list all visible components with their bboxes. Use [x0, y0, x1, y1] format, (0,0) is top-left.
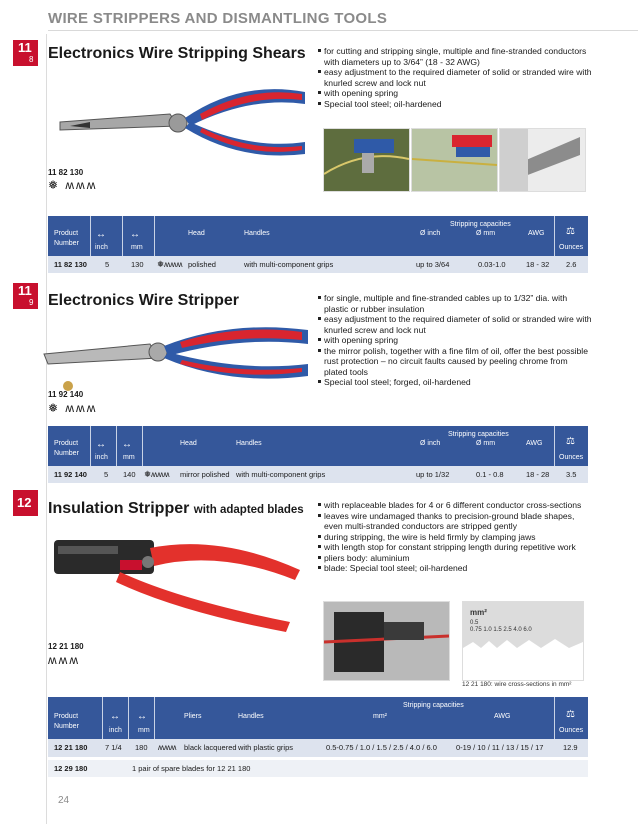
badge-number: 11 — [18, 283, 32, 298]
feature-item: leaves wire undamaged thanks to precision-ground blade shapes, even multi-stranded conductors are stripped gently — [318, 511, 593, 532]
cell-awg: 18 - 32 — [526, 260, 550, 269]
cell-handles: with plastic grips — [238, 743, 294, 752]
th-product: Product — [54, 230, 79, 237]
th-mm-dia: Ø mm — [476, 230, 496, 237]
usage-photo-3 — [499, 128, 586, 192]
cell-mm: 140 — [123, 470, 136, 479]
feature-list — [318, 500, 593, 574]
product-title — [48, 500, 304, 518]
cell-inch: 5 — [104, 470, 109, 479]
length-arrow-icon: ↔ — [96, 229, 106, 240]
cell-handles: with multi-component grips — [244, 260, 334, 269]
feature-item: with length stop for constant stripping length during repetitive work — [318, 542, 593, 553]
cell-product-number: 11 82 130 — [54, 260, 87, 269]
length-arrow-icon: ↔ — [130, 229, 140, 240]
th-mm: mm — [138, 727, 150, 734]
cell-pliers: black lacquered — [184, 743, 237, 752]
th-awg: AWG — [528, 230, 545, 237]
th-stripping-capacities: Stripping capacities — [448, 431, 509, 438]
feature-item: blade: Special tool steel; oil-hardened — [318, 563, 593, 574]
tool-symbols: ❅ ʍʍʍ — [48, 178, 98, 192]
scale-icon: ⚖ — [566, 226, 575, 237]
product-image-wire-stripper — [40, 314, 310, 392]
feature-item: easy adjustment to the required diameter of solid or stranded wire with knurled screw and lock nut — [318, 314, 593, 335]
cell-mm-dia: 0.03-1.0 — [478, 260, 506, 269]
th-stripping-capacities: Stripping capacities — [403, 702, 464, 709]
page-header-title: WIRE STRIPPERS AND DISMANTLING TOOLS — [48, 10, 388, 27]
product-image-wire-stripping-shears — [50, 70, 310, 175]
blade-closeup-photo — [462, 601, 584, 681]
th-awg: AWG — [494, 713, 511, 720]
cell-description: 1 pair of spare blades for 12 21 180 — [132, 764, 251, 773]
article-number: 11 82 130 — [48, 168, 84, 177]
feature-item: for cutting and stripping single, multiple and fine-stranded conductors with diameters up to 3/64” (18 - 32 AWG) — [318, 46, 593, 67]
length-arrow-icon: ↔ — [110, 711, 120, 722]
cell-inch-dia: up to 3/64 — [416, 260, 450, 269]
th-mm: mm — [131, 244, 143, 251]
blade-values: 0.5 0.75 1.0 1.5 2.5 4.0 6.0 — [470, 620, 532, 633]
table-row — [48, 256, 588, 273]
feature-item: easy adjustment to the required diameter of solid or stranded wire with knurled screw and lock nut — [318, 67, 593, 88]
badge-subnumber: 9 — [29, 298, 34, 307]
feature-item: Special tool steel; forged, oil-hardened — [318, 377, 593, 388]
usage-photo-insulation-stripper — [323, 601, 450, 681]
tool-symbols: ʍʍʍ — [48, 653, 80, 667]
th-handles: Handles — [236, 440, 262, 447]
header-divider — [48, 30, 638, 31]
th-mm2: mm² — [373, 713, 387, 720]
product-title-sub: with adapted blades — [193, 504, 304, 516]
product-image-insulation-stripper — [50, 520, 310, 635]
th-stripping-capacities: Stripping capacities — [450, 221, 511, 228]
cell-handles: with multi-component grips — [236, 470, 326, 479]
product-title: Electronics Wire Stripping Shears — [48, 45, 306, 62]
cell-product-number: 12 29 180 — [54, 764, 88, 773]
th-number: Number — [54, 723, 79, 730]
feature-item: with replaceable blades for 4 or 6 different conductor cross-sections — [318, 500, 593, 511]
left-margin-rule — [46, 34, 47, 824]
feature-item: Special tool steel; oil-hardened — [318, 99, 593, 110]
th-inch: inch — [109, 727, 122, 734]
badge-number: 11 — [18, 40, 32, 55]
product-title-main: Insulation Stripper — [48, 500, 190, 517]
spec-table-header — [48, 697, 588, 739]
spec-table-header — [48, 426, 588, 466]
table-row — [48, 760, 588, 777]
scale-icon: ⚖ — [566, 709, 575, 720]
usage-photo-2 — [411, 128, 498, 192]
feature-item: with opening spring — [318, 335, 593, 346]
photo-caption: 12 21 180: wire cross-sections in mm² — [462, 681, 572, 688]
th-number: Number — [54, 450, 79, 457]
article-number: 12 21 180 — [48, 642, 84, 651]
cell-symbols: ❅ʍʍʍ — [157, 259, 183, 269]
tool-symbols: ❅ ʍʍʍ — [48, 401, 98, 415]
cell-mm2: 0.5-0.75 / 1.0 / 1.5 / 2.5 / 4.0 / 6.0 — [326, 743, 437, 752]
length-arrow-icon: ↔ — [96, 439, 106, 450]
feature-list — [318, 46, 593, 109]
badge-number: 12 — [17, 495, 32, 510]
cell-head: polished — [188, 260, 216, 269]
feature-item: the mirror polish, together with a fine film of oil, offer the best possible rust protection – no circuit faults caused by peeling chrome from plated tools — [318, 346, 593, 378]
spec-table-header — [48, 216, 588, 256]
th-mm-dia: Ø mm — [476, 440, 496, 447]
th-mm: mm — [123, 454, 135, 461]
feature-item: with opening spring — [318, 88, 593, 99]
section-badge-12 — [13, 490, 38, 516]
length-arrow-icon: ↔ — [137, 711, 147, 722]
th-handles: Handles — [238, 713, 264, 720]
th-ounces: Ounces — [559, 244, 584, 251]
th-product: Product — [54, 440, 79, 447]
th-inch-dia: Ø inch — [420, 440, 441, 447]
th-inch: inch — [95, 454, 108, 461]
cell-product-number: 11 92 140 — [54, 470, 87, 479]
th-handles: Handles — [244, 230, 270, 237]
cell-inch: 7 1/4 — [105, 743, 122, 752]
feature-item: for single, multiple and fine-stranded cables up to 1/32” dia. with plastic or rubber insulation — [318, 293, 593, 314]
feature-list — [318, 293, 593, 388]
section-badge-11-9 — [13, 283, 38, 309]
section-badge-11-8 — [13, 40, 38, 66]
cell-awg: 0-19 / 10 / 11 / 13 / 15 / 17 — [456, 743, 544, 752]
cell-ounces: 12.9 — [563, 743, 578, 752]
th-ounces: Ounces — [559, 454, 584, 461]
cell-inch-dia: up to 1/32 — [416, 470, 450, 479]
feature-item: pliers body: aluminium — [318, 553, 593, 564]
cell-mm-dia: 0.1 - 0.8 — [476, 470, 504, 479]
cell-inch: 5 — [105, 260, 110, 269]
th-pliers: Pliers — [184, 713, 202, 720]
cell-symbols: ❅ʍʍʍ — [144, 469, 170, 479]
scale-icon: ⚖ — [566, 436, 575, 447]
cell-ounces: 3.5 — [566, 470, 577, 479]
feature-item: during stripping, the wire is held firmly by clamping jaws — [318, 532, 593, 543]
cell-symbols: ʍʍʍ — [158, 742, 177, 752]
cell-mm: 130 — [131, 260, 144, 269]
badge-subnumber: 8 — [29, 55, 34, 64]
product-title: Electronics Wire Stripper — [48, 292, 240, 309]
th-awg: AWG — [526, 440, 543, 447]
usage-photo-1 — [323, 128, 410, 192]
cell-product-number: 12 21 180 — [54, 743, 88, 752]
th-ounces: Ounces — [559, 727, 584, 734]
article-number: 11 92 140 — [48, 390, 84, 399]
th-product: Product — [54, 713, 79, 720]
length-arrow-icon: ↔ — [122, 439, 132, 450]
page-number: 24 — [58, 795, 70, 806]
th-head: Head — [180, 440, 197, 447]
blade-unit-label: mm² — [470, 608, 487, 617]
table-row — [48, 466, 588, 483]
th-number: Number — [54, 240, 79, 247]
th-inch-dia: Ø inch — [420, 230, 441, 237]
cell-mm: 180 — [135, 743, 148, 752]
cell-ounces: 2.6 — [566, 260, 577, 269]
cell-head: mirror polished — [180, 470, 230, 479]
cell-awg: 18 - 28 — [526, 470, 550, 479]
th-head: Head — [188, 230, 205, 237]
table-row — [48, 739, 588, 757]
th-inch: inch — [95, 244, 108, 251]
